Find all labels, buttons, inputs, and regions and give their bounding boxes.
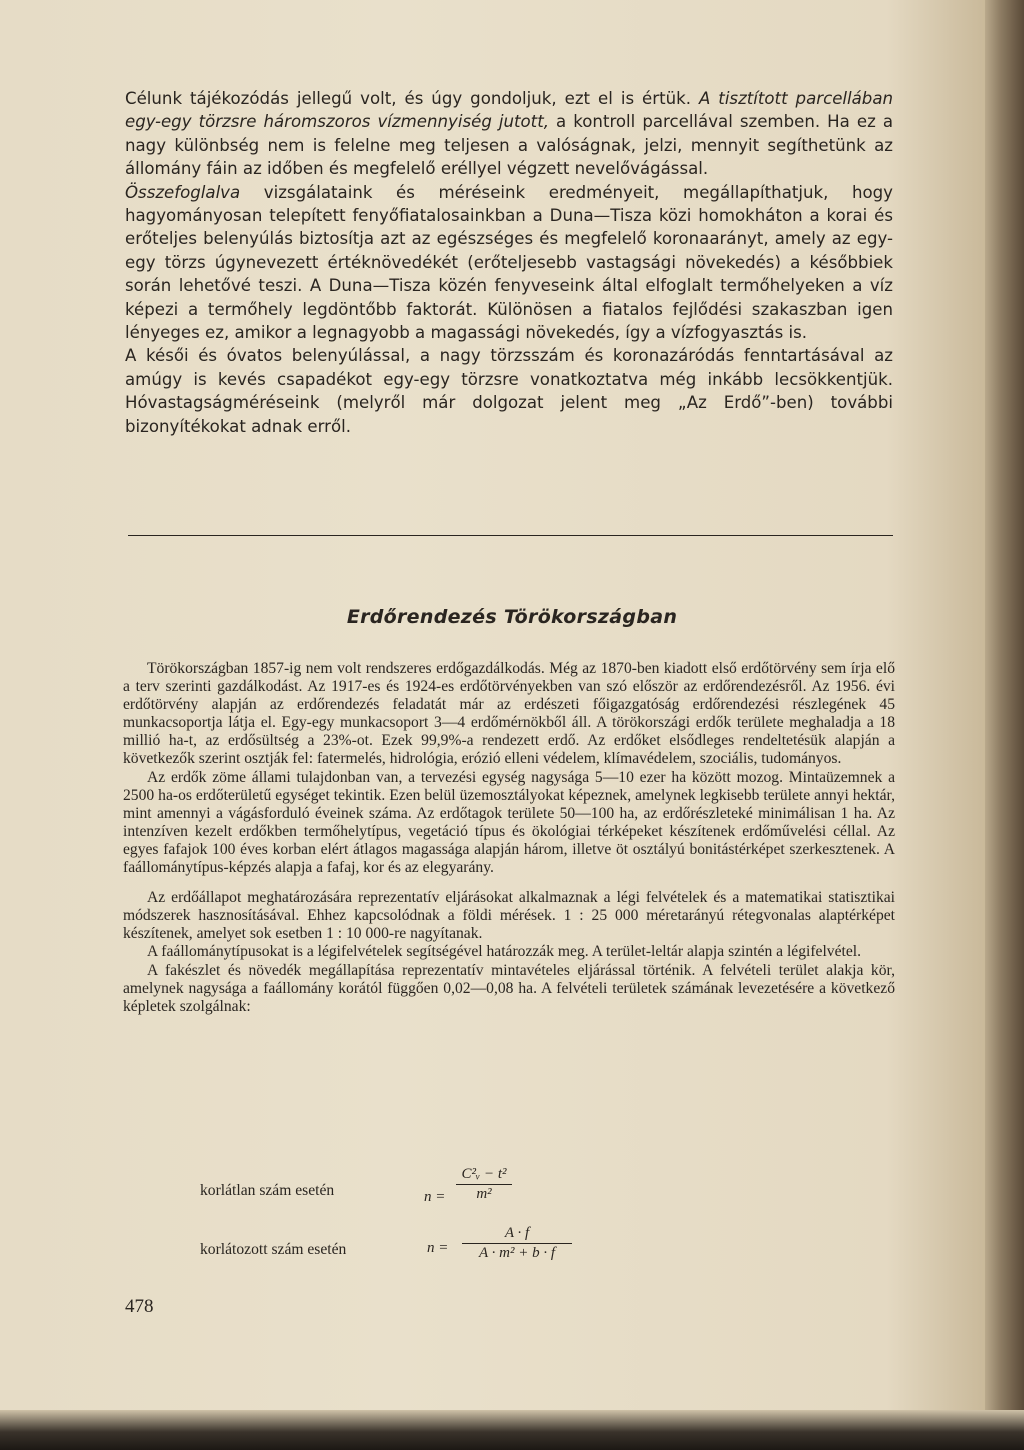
formula-fraction bbox=[462, 1225, 572, 1262]
formula-label: korlátozott szám esetén bbox=[200, 1241, 347, 1258]
article-body bbox=[123, 660, 895, 1016]
paragraph: Összefoglalva vizsgálataink és méréseink eredményeit, megállapíthatjuk, hogy hagyományosan telepített fenyőfiatalosainkban a Duna—Tisza közi homokháton a korai és erőteljes belenyúlás biztosítja azt az egészséges és megfelelő koronaarányt, amely az egy-egy törzs úgynevezett értéknövedékét (erőteljesebb vastagsági növekedés) a későbbiek során lehetővé teszi. A Duna—Tisza közén fenyveseink által elfoglalt termőhelyeken a víz képezi a termőhely legdöntőbb faktorát. Különösen a fiatalos fejlődési szakaszban igen lényeges ez, amikor a legnagyobb a magassági növekedés, így a vízfogyasztás is. bbox=[125, 182, 893, 343]
fraction-bar bbox=[462, 1243, 572, 1244]
page-bottom-edge bbox=[0, 1410, 1024, 1450]
emphasis: A tisztított parcellában egy-egy törzsre háromszoros vízmennyiség jutott, bbox=[125, 89, 894, 132]
paragraph: Az erdők zöme állami tulajdonban van, a tervezési egység nagysága 5—10 ezer ha között mozog. Mintaüzemnek a 2500 ha-os erdőterületű egységet tekintik. Ezen belül üzemosztályokat képeznek, amelynek legkisebb területe annyi hektár, mint amennyi a vágásforduló éveinek száma. Az erdőtagok területe 50—100 ha, az erdőrészleteké minimálisan 1 ha. Az intenzíven kezelt erdőkben termőhelytípus, vegetáció típus és ökológiai térképeket készítenek erdőművelési céllal. Az egyes fafajok 100 éves korban elért átlagos magassága alapján három, illetve öt osztályú bonitástérképet szerkesztenek. A faállománytípus-képzés alapja a fafaj, kor és az elegyarány. bbox=[123, 768, 895, 877]
book-spine bbox=[985, 0, 1024, 1450]
article-conclusion bbox=[125, 87, 893, 438]
paragraph: Célunk tájékozódás jellegű volt, és úgy gondoljuk, ezt el is értük. A tisztított parcellában egy-egy törzsre háromszoros vízmennyiség jutott, a kontroll parcellával szemben. Ha ez a nagy különbség nem is felelne meg teljesen a valóságnak, jelzi, mennyit segíthetünk az állomány fáin az időben és megfelelő eréllyel végzett nevelővágással. bbox=[125, 89, 894, 179]
emphasis: Összefoglalva bbox=[125, 182, 241, 202]
formula-label: korlátlan szám esetén bbox=[200, 1182, 335, 1199]
section-divider bbox=[128, 535, 893, 536]
formula-lhs: n = bbox=[427, 1240, 449, 1256]
fraction-bar bbox=[456, 1184, 512, 1185]
paragraph: Törökországban 1857-ig nem volt rendszeres erdőgazdálkodás. Még az 1870-ben kiadott első erdőtörvény sem írja elő a terv szerinti gazdálkodást. Az 1917-es és 1924-es erdőtörvényekben van szó először az erdőrendezésről. Az 1956. évi erdőtörvény alapján az erdőrendezés feladatát már az erdészeti főigazgatóság erdőrendezési részlegének 45 munkacsoportja látja el. Egy-egy munkacsoport 3—4 erdőmérnökből áll. A törökországi erdők területe meghaladja a 18 millió ha-t, az erdősültség a 23%-ot. Ezek 99,9%-a rendezett erdő. Az erdőket elsődleges rendeltetésük alapján a következők szerint osztják fel: fatermelés, hidrológia, erózió elleni védelem, klímavédelem, szociális, tudományos. bbox=[123, 660, 895, 768]
paragraph: Az erdőállapot meghatározására reprezentatív eljárásokat alkalmaznak a légi felvételek és a matematikai statisztikai módszerek hasznosításával. Ehhez kapcsolódnak a földi mérések. 1 : 25 000 méretarányú rétegvonalas alaptérképet készítenek, amelyet sok esetben 1 : 10 000-re nagyítanak. bbox=[123, 889, 895, 943]
formula-numerator: A · f bbox=[504, 1225, 530, 1241]
formula-lhs: n = bbox=[424, 1189, 446, 1205]
formula-denominator: m² bbox=[476, 1186, 492, 1202]
formula-fraction bbox=[456, 1166, 512, 1203]
formula-numerator: C²ᵥ − t² bbox=[461, 1166, 507, 1182]
article-title: Erdőrendezés Törökországban bbox=[346, 606, 678, 628]
page-number: 478 bbox=[125, 1296, 154, 1317]
paragraph: A késői és óvatos belenyúlással, a nagy törzsszám és koronazáródás fenntartásával az amúgy is kevés csapadékot egy-egy törzsre vonatkoztatva még inkább lecsökkentjük. Hóvastagságméréseink (melyről már dolgozat jelent meg „Az Erdő”-ben) további bizonyítékokat adnak erről. bbox=[125, 346, 893, 436]
paragraph: A fakészlet és növedék megállapítása reprezentatív mintavételes eljárással történik. A felvételi terület alakja kör, amelynek nagysága a faállomány korától függően 0,02—0,08 ha. A felvételi területek számának levezetésére a következő képletek szolgálnak: bbox=[123, 961, 895, 1015]
formula-denominator: A · m² + b · f bbox=[478, 1245, 555, 1261]
paragraph: A faállománytípusokat is a légifelvételek segítségével határozzák meg. A terület-leltár alapja szintén a légifelvétel. bbox=[147, 943, 861, 961]
